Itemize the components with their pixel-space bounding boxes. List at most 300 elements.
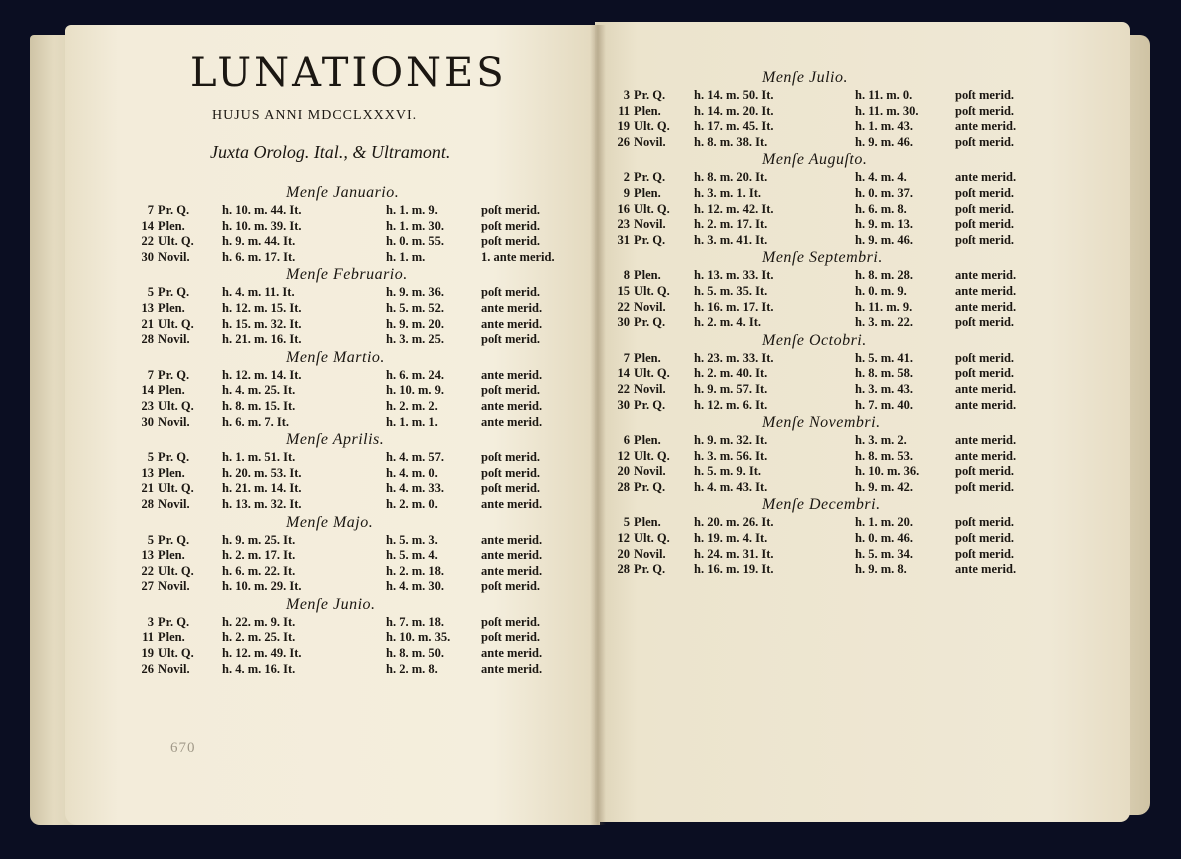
italian-time: h. 12. m. 42. It. (694, 201, 774, 216)
day-number: 12 (617, 531, 630, 546)
italian-time: h. 20. m. 26. It. (694, 515, 774, 530)
month-heading: Menſe Julio. (762, 69, 848, 86)
ultramontane-time: h. 5. m. 34. (855, 546, 913, 561)
italian-time: h. 9. m. 32. It. (694, 433, 768, 448)
month-heading: Menſe Junio. (286, 595, 376, 613)
day-number: 13 (141, 548, 154, 563)
meridian-note: poſt merid. (955, 103, 1015, 118)
lunation-row (612, 398, 1042, 414)
meridian-note: poſt merid. (955, 366, 1015, 381)
ultramontane-time: h. 0. m. 37. (855, 185, 913, 200)
ultramontane-time: h. 8. m. 50. (386, 646, 444, 661)
italian-time: h. 10. m. 29. It. (222, 579, 302, 594)
day-number: 30 (141, 414, 154, 429)
lunation-row (612, 268, 1042, 284)
ultramontane-time: h. 8. m. 28. (855, 268, 913, 283)
italian-time: h. 8. m. 38. It. (694, 134, 768, 149)
meridian-note: ante merid. (481, 532, 543, 547)
ultramontane-time: h. 5. m. 3. (386, 532, 438, 547)
italian-time: h. 9. m. 44. It. (222, 234, 296, 249)
lunation-row (136, 383, 566, 399)
day-number: 30 (617, 397, 630, 412)
italian-time: h. 9. m. 25. It. (222, 532, 296, 547)
meridian-note: ante merid. (955, 381, 1017, 396)
day-number: 27 (141, 579, 154, 594)
day-number: 22 (617, 381, 630, 396)
meridian-note: poſt merid. (481, 579, 541, 594)
ultramontane-time: h. 1. m. (386, 249, 426, 264)
day-number: 5 (623, 515, 630, 530)
day-number: 15 (617, 283, 630, 298)
italian-time: h. 6. m. 7. It. (222, 414, 290, 429)
ultramontane-time: h. 9. m. 46. (855, 134, 913, 149)
meridian-note: poſt merid. (481, 630, 541, 645)
italian-time: h. 12. m. 6. It. (694, 397, 768, 412)
lunation-row (136, 250, 566, 266)
ultramontane-time: h. 3. m. 43. (855, 381, 913, 396)
meridian-note: ante merid. (481, 496, 543, 511)
lunation-row (136, 533, 566, 549)
day-number: 20 (617, 464, 630, 479)
ultramontane-time: h. 1. m. 20. (855, 515, 913, 530)
lunation-row (612, 217, 1042, 233)
italian-time: h. 23. m. 33. It. (694, 350, 774, 365)
ultramontane-time: h. 6. m. 24. (386, 367, 444, 382)
moon-phase: Pr. Q. (634, 397, 666, 412)
month-heading: Menſe Novembri. (762, 414, 881, 432)
day-number: 3 (623, 88, 630, 102)
moon-phase: Ult. Q. (634, 201, 670, 216)
day-number: 5 (147, 450, 154, 465)
meridian-note: poſt merid. (481, 481, 541, 496)
meridian-note: poſt merid. (481, 450, 541, 465)
moon-phase: Ult. Q. (634, 119, 670, 134)
moon-phase: Plen. (158, 548, 185, 563)
meridian-note: poſt merid. (481, 332, 541, 347)
lunation-row (612, 186, 1042, 202)
lunation-row (136, 285, 566, 301)
day-number: 14 (141, 218, 154, 233)
ultramontane-time: h. 9. m. 36. (386, 285, 444, 300)
lunation-row (136, 662, 566, 678)
day-number: 2 (623, 170, 630, 185)
moon-phase: Novil. (634, 217, 666, 232)
ultramontane-time: h. 3. m. 25. (386, 332, 444, 347)
italian-time: h. 2. m. 25. It. (222, 630, 296, 645)
italian-time: h. 4. m. 11. It. (222, 285, 295, 300)
meridian-note: poſt merid. (955, 217, 1015, 232)
day-number: 7 (147, 203, 154, 217)
moon-phase: Pr. Q. (634, 315, 666, 330)
italian-time: h. 5. m. 35. It. (694, 283, 768, 298)
meridian-note: ante merid. (955, 268, 1017, 283)
ultramontane-time: h. 10. m. 36. (855, 464, 920, 479)
italian-time: h. 10. m. 44. It. (222, 203, 302, 217)
lunation-row (612, 449, 1042, 465)
meridian-note: poſt merid. (955, 201, 1015, 216)
month-heading: Menſe Auguſto. (762, 151, 868, 169)
ultramontane-time: h. 9. m. 8. (855, 562, 907, 577)
lunation-row (136, 450, 566, 466)
meridian-note: ante merid. (481, 316, 543, 331)
meridian-note: poſt merid. (481, 234, 541, 249)
day-number: 6 (623, 433, 630, 448)
ultramontane-time: h. 10. m. 9. (386, 383, 444, 398)
ultramontane-time: h. 8. m. 58. (855, 366, 913, 381)
page-number: 670 (170, 740, 196, 756)
ultramontane-time: h. 11. m. 30. (855, 103, 919, 118)
day-number: 26 (141, 661, 154, 676)
lunation-row (136, 219, 566, 235)
meridian-note: ante merid. (955, 170, 1017, 185)
ultramontane-time: h. 9. m. 13. (855, 217, 913, 232)
day-number: 30 (617, 315, 630, 330)
italian-time: h. 3. m. 56. It. (694, 448, 768, 463)
day-number: 23 (617, 217, 630, 232)
moon-phase: Ult. Q. (158, 563, 194, 578)
ultramontane-time: h. 10. m. 35. (386, 630, 451, 645)
lunation-row (136, 481, 566, 497)
meridian-note: poſt merid. (955, 134, 1015, 149)
moon-phase: Pr. Q. (158, 450, 190, 465)
page-title: LUNATIONES (190, 50, 507, 96)
ultramontane-time: h. 0. m. 46. (855, 531, 913, 546)
month-heading: Menſe Februario. (286, 266, 408, 284)
moon-phase: Pr. Q. (634, 562, 666, 577)
italian-time: h. 4. m. 43. It. (694, 479, 768, 494)
lunation-row (136, 466, 566, 482)
day-number: 26 (617, 134, 630, 149)
moon-phase: Pr. Q. (634, 479, 666, 494)
italian-time: h. 4. m. 25. It. (222, 383, 296, 398)
italian-time: h. 12. m. 14. It. (222, 367, 302, 382)
lunation-row (136, 301, 566, 317)
lunation-row (612, 88, 1042, 104)
day-number: 5 (147, 285, 154, 300)
moon-phase: Novil. (158, 661, 190, 676)
moon-phase: Novil. (158, 249, 190, 264)
meridian-note: ante merid. (481, 414, 543, 429)
moon-phase: Plen. (158, 300, 185, 315)
lunation-row (136, 564, 566, 580)
moon-phase: Ult. Q. (158, 646, 194, 661)
moon-phase: Novil. (634, 381, 666, 396)
italian-time: h. 16. m. 19. It. (694, 562, 774, 577)
lunation-row (136, 630, 566, 646)
day-number: 23 (141, 398, 154, 413)
day-number: 21 (141, 481, 154, 496)
day-number: 22 (141, 563, 154, 578)
moon-phase: Pr. Q. (634, 170, 666, 185)
ultramontane-time: h. 9. m. 46. (855, 232, 913, 247)
meridian-note: poſt merid. (955, 315, 1015, 330)
lunation-row (612, 202, 1042, 218)
lunation-row (612, 170, 1042, 186)
day-number: 22 (141, 234, 154, 249)
moon-phase: Pr. Q. (158, 367, 190, 382)
month-heading: Menſe Octobri. (762, 331, 867, 349)
meridian-note: ante merid. (955, 562, 1017, 577)
day-number: 30 (141, 249, 154, 264)
italian-time: h. 17. m. 45. It. (694, 119, 774, 134)
month-heading: Menſe Majo. (286, 513, 374, 531)
ultramontane-time: h. 7. m. 18. (386, 614, 444, 629)
book-gutter (590, 25, 606, 825)
italian-time: h. 14. m. 20. It. (694, 103, 774, 118)
moon-phase: Ult. Q. (158, 481, 194, 496)
month-heading: Menſe Januario. (286, 184, 400, 201)
lunation-row (136, 368, 566, 384)
moon-phase: Novil. (158, 579, 190, 594)
meridian-note: ante merid. (955, 397, 1017, 412)
italian-time: h. 6. m. 17. It. (222, 249, 296, 264)
month-heading: Menſe Martio. (286, 348, 385, 366)
day-number: 12 (617, 448, 630, 463)
day-number: 21 (141, 316, 154, 331)
meridian-note: ante merid. (481, 398, 543, 413)
meridian-note: poſt merid. (955, 350, 1015, 365)
day-number: 20 (617, 546, 630, 561)
moon-phase: Pr. Q. (158, 285, 190, 300)
ultramontane-time: h. 4. m. 4. (855, 170, 907, 185)
moon-phase: Ult. Q. (634, 366, 670, 381)
ultramontane-time: h. 4. m. 30. (386, 579, 444, 594)
moon-phase: Novil. (158, 414, 190, 429)
meridian-note: poſt merid. (955, 185, 1015, 200)
italian-time: h. 13. m. 32. It. (222, 496, 302, 511)
ultramontane-time: h. 1. m. 1. (386, 414, 438, 429)
day-number: 7 (623, 350, 630, 365)
ultramontane-time: h. 9. m. 42. (855, 479, 913, 494)
ultramontane-time: h. 9. m. 20. (386, 316, 444, 331)
moon-phase: Plen. (634, 103, 661, 118)
italian-time: h. 15. m. 32. It. (222, 316, 302, 331)
meridian-note: ante merid. (955, 433, 1017, 448)
ultramontane-time: h. 2. m. 8. (386, 661, 438, 676)
day-number: 8 (623, 268, 630, 283)
italian-time: h. 10. m. 39. It. (222, 218, 302, 233)
ultramontane-time: h. 1. m. 43. (855, 119, 913, 134)
moon-phase: Novil. (634, 299, 666, 314)
meridian-note: ante merid. (481, 300, 543, 315)
meridian-note: poſt merid. (955, 515, 1015, 530)
italian-time: h. 14. m. 50. It. (694, 88, 774, 102)
ultramontane-time: h. 8. m. 53. (855, 448, 913, 463)
day-number: 31 (617, 232, 630, 247)
lunation-row (612, 233, 1042, 249)
lunation-row (612, 515, 1042, 531)
lunation-row (136, 332, 566, 348)
italian-time: h. 8. m. 15. It. (222, 398, 296, 413)
italian-time: h. 9. m. 57. It. (694, 381, 768, 396)
day-number: 11 (142, 630, 154, 645)
lunation-row (612, 300, 1042, 316)
moon-phase: Pr. Q. (158, 532, 190, 547)
italian-time: h. 22. m. 9. It. (222, 614, 296, 629)
moon-phase: Ult. Q. (158, 234, 194, 249)
ultramontane-time: h. 11. m. 0. (855, 88, 913, 102)
ultramontane-time: h. 0. m. 55. (386, 234, 444, 249)
meridian-note: ante merid. (481, 563, 543, 578)
meridian-note: poſt merid. (481, 614, 541, 629)
italian-time: h. 13. m. 33. It. (694, 268, 774, 283)
meridian-note: ante merid. (955, 299, 1017, 314)
italian-time: h. 2. m. 17. It. (694, 217, 768, 232)
day-number: 3 (147, 614, 154, 629)
italian-time: h. 3. m. 41. It. (694, 232, 768, 247)
italian-time: h. 3. m. 1. It. (694, 185, 762, 200)
lunation-row (612, 135, 1042, 151)
moon-phase: Pr. Q. (634, 232, 666, 247)
ultramontane-time: h. 4. m. 57. (386, 450, 444, 465)
day-number: 28 (617, 479, 630, 494)
meridian-note: poſt merid. (955, 546, 1015, 561)
day-number: 22 (617, 299, 630, 314)
italian-time: h. 12. m. 49. It. (222, 646, 302, 661)
lunation-row (136, 399, 566, 415)
ultramontane-time: h. 7. m. 40. (855, 397, 913, 412)
moon-phase: Plen. (634, 350, 661, 365)
italian-time: h. 19. m. 4. It. (694, 531, 768, 546)
ultramontane-time: h. 1. m. 9. (386, 203, 438, 217)
moon-phase: Novil. (634, 134, 666, 149)
moon-phase: Plen. (634, 185, 661, 200)
meridian-note: ante merid. (955, 448, 1017, 463)
lunation-row (136, 234, 566, 250)
moon-phase: Plen. (158, 630, 185, 645)
ultramontane-time: h. 0. m. 9. (855, 283, 907, 298)
meridian-note: ante merid. (955, 119, 1017, 134)
lunation-row (136, 615, 566, 631)
meridian-note: poſt merid. (955, 479, 1015, 494)
moon-phase: Ult. Q. (158, 398, 194, 413)
day-number: 13 (141, 465, 154, 480)
lunation-row (612, 382, 1042, 398)
lunation-row (136, 317, 566, 333)
lunation-row (136, 415, 566, 431)
day-number: 16 (617, 201, 630, 216)
month-heading: Menſe Aprilis. (286, 431, 385, 449)
italian-time: h. 2. m. 40. It. (694, 366, 768, 381)
meridian-note: ante merid. (481, 646, 543, 661)
moon-phase: Ult. Q. (634, 448, 670, 463)
moon-phase: Plen. (158, 383, 185, 398)
lunation-row (612, 562, 1042, 578)
lunation-row (612, 531, 1042, 547)
lunation-row (136, 497, 566, 513)
italian-time: h. 6. m. 22. It. (222, 563, 296, 578)
ultramontane-time: h. 2. m. 0. (386, 496, 438, 511)
day-number: 7 (147, 367, 154, 382)
lunation-row (612, 351, 1042, 367)
italian-time: h. 5. m. 9. It. (694, 464, 762, 479)
ultramontane-time: h. 2. m. 18. (386, 563, 444, 578)
day-number: 28 (141, 496, 154, 511)
lunation-row (612, 480, 1042, 496)
meridian-note: ante merid. (955, 283, 1017, 298)
moon-phase: Plen. (634, 268, 661, 283)
lunation-row (612, 547, 1042, 563)
lunation-row (612, 464, 1042, 480)
right-lunation-table (612, 68, 1042, 578)
lunation-row (612, 104, 1042, 120)
italian-time: h. 2. m. 4. It. (694, 315, 762, 330)
moon-phase: Pr. Q. (158, 203, 190, 217)
moon-phase: Novil. (158, 332, 190, 347)
lunation-row (612, 284, 1042, 300)
ultramontane-time: h. 4. m. 33. (386, 481, 444, 496)
meridian-note: poſt merid. (481, 203, 541, 217)
month-heading: Menſe Septembri. (762, 249, 883, 267)
moon-phase: Plen. (634, 515, 661, 530)
italian-time: h. 8. m. 20. It. (694, 170, 768, 185)
ultramontane-time: h. 1. m. 30. (386, 218, 444, 233)
ultramontane-time: h. 5. m. 4. (386, 548, 438, 563)
day-number: 13 (141, 300, 154, 315)
meridian-note: poſt merid. (481, 465, 541, 480)
day-number: 9 (623, 185, 630, 200)
day-number: 28 (617, 562, 630, 577)
day-number: 19 (617, 119, 630, 134)
day-number: 19 (141, 646, 154, 661)
ultramontane-time: h. 3. m. 2. (855, 433, 907, 448)
moon-phase: Plen. (158, 465, 185, 480)
day-number: 28 (141, 332, 154, 347)
meridian-note: 1. ante merid. (481, 249, 555, 264)
lunation-row (136, 579, 566, 595)
lunation-row (136, 548, 566, 564)
meridian-note: ante merid. (481, 548, 543, 563)
ultramontane-time: h. 4. m. 0. (386, 465, 438, 480)
italian-time: h. 1. m. 51. It. (222, 450, 296, 465)
moon-phase: Plen. (158, 218, 185, 233)
italian-time: h. 21. m. 16. It. (222, 332, 302, 347)
italian-time: h. 24. m. 31. It. (694, 546, 774, 561)
ultramontane-time: h. 5. m. 41. (855, 350, 913, 365)
moon-phase: Pr. Q. (634, 88, 666, 102)
lunation-row (136, 203, 566, 219)
moon-phase: Pr. Q. (158, 614, 190, 629)
day-number: 14 (617, 366, 630, 381)
italian-time: h. 20. m. 53. It. (222, 465, 302, 480)
meridian-note: poſt merid. (481, 285, 541, 300)
lunation-row (612, 315, 1042, 331)
lunation-row (612, 366, 1042, 382)
lunation-row (136, 646, 566, 662)
ultramontane-time: h. 11. m. 9. (855, 299, 913, 314)
moon-phase: Plen. (634, 433, 661, 448)
meridian-note: ante merid. (481, 367, 543, 382)
day-number: 11 (618, 103, 630, 118)
italian-time: h. 16. m. 17. It. (694, 299, 774, 314)
meridian-note: ante merid. (481, 661, 543, 676)
meridian-note: poſt merid. (955, 88, 1015, 102)
moon-phase: Ult. Q. (634, 531, 670, 546)
moon-phase: Novil. (634, 546, 666, 561)
meridian-note: poſt merid. (955, 531, 1015, 546)
moon-phase: Ult. Q. (158, 316, 194, 331)
month-heading: Menſe Decembri. (762, 496, 881, 514)
italian-time: h. 2. m. 17. It. (222, 548, 296, 563)
ultramontane-time: h. 2. m. 2. (386, 398, 438, 413)
moon-phase: Ult. Q. (634, 283, 670, 298)
ultramontane-time: h. 5. m. 52. (386, 300, 444, 315)
lunation-row (612, 119, 1042, 135)
meridian-note: poſt merid. (481, 383, 541, 398)
day-number: 5 (147, 532, 154, 547)
ultramontane-time: h. 3. m. 22. (855, 315, 913, 330)
italian-time: h. 4. m. 16. It. (222, 661, 296, 676)
